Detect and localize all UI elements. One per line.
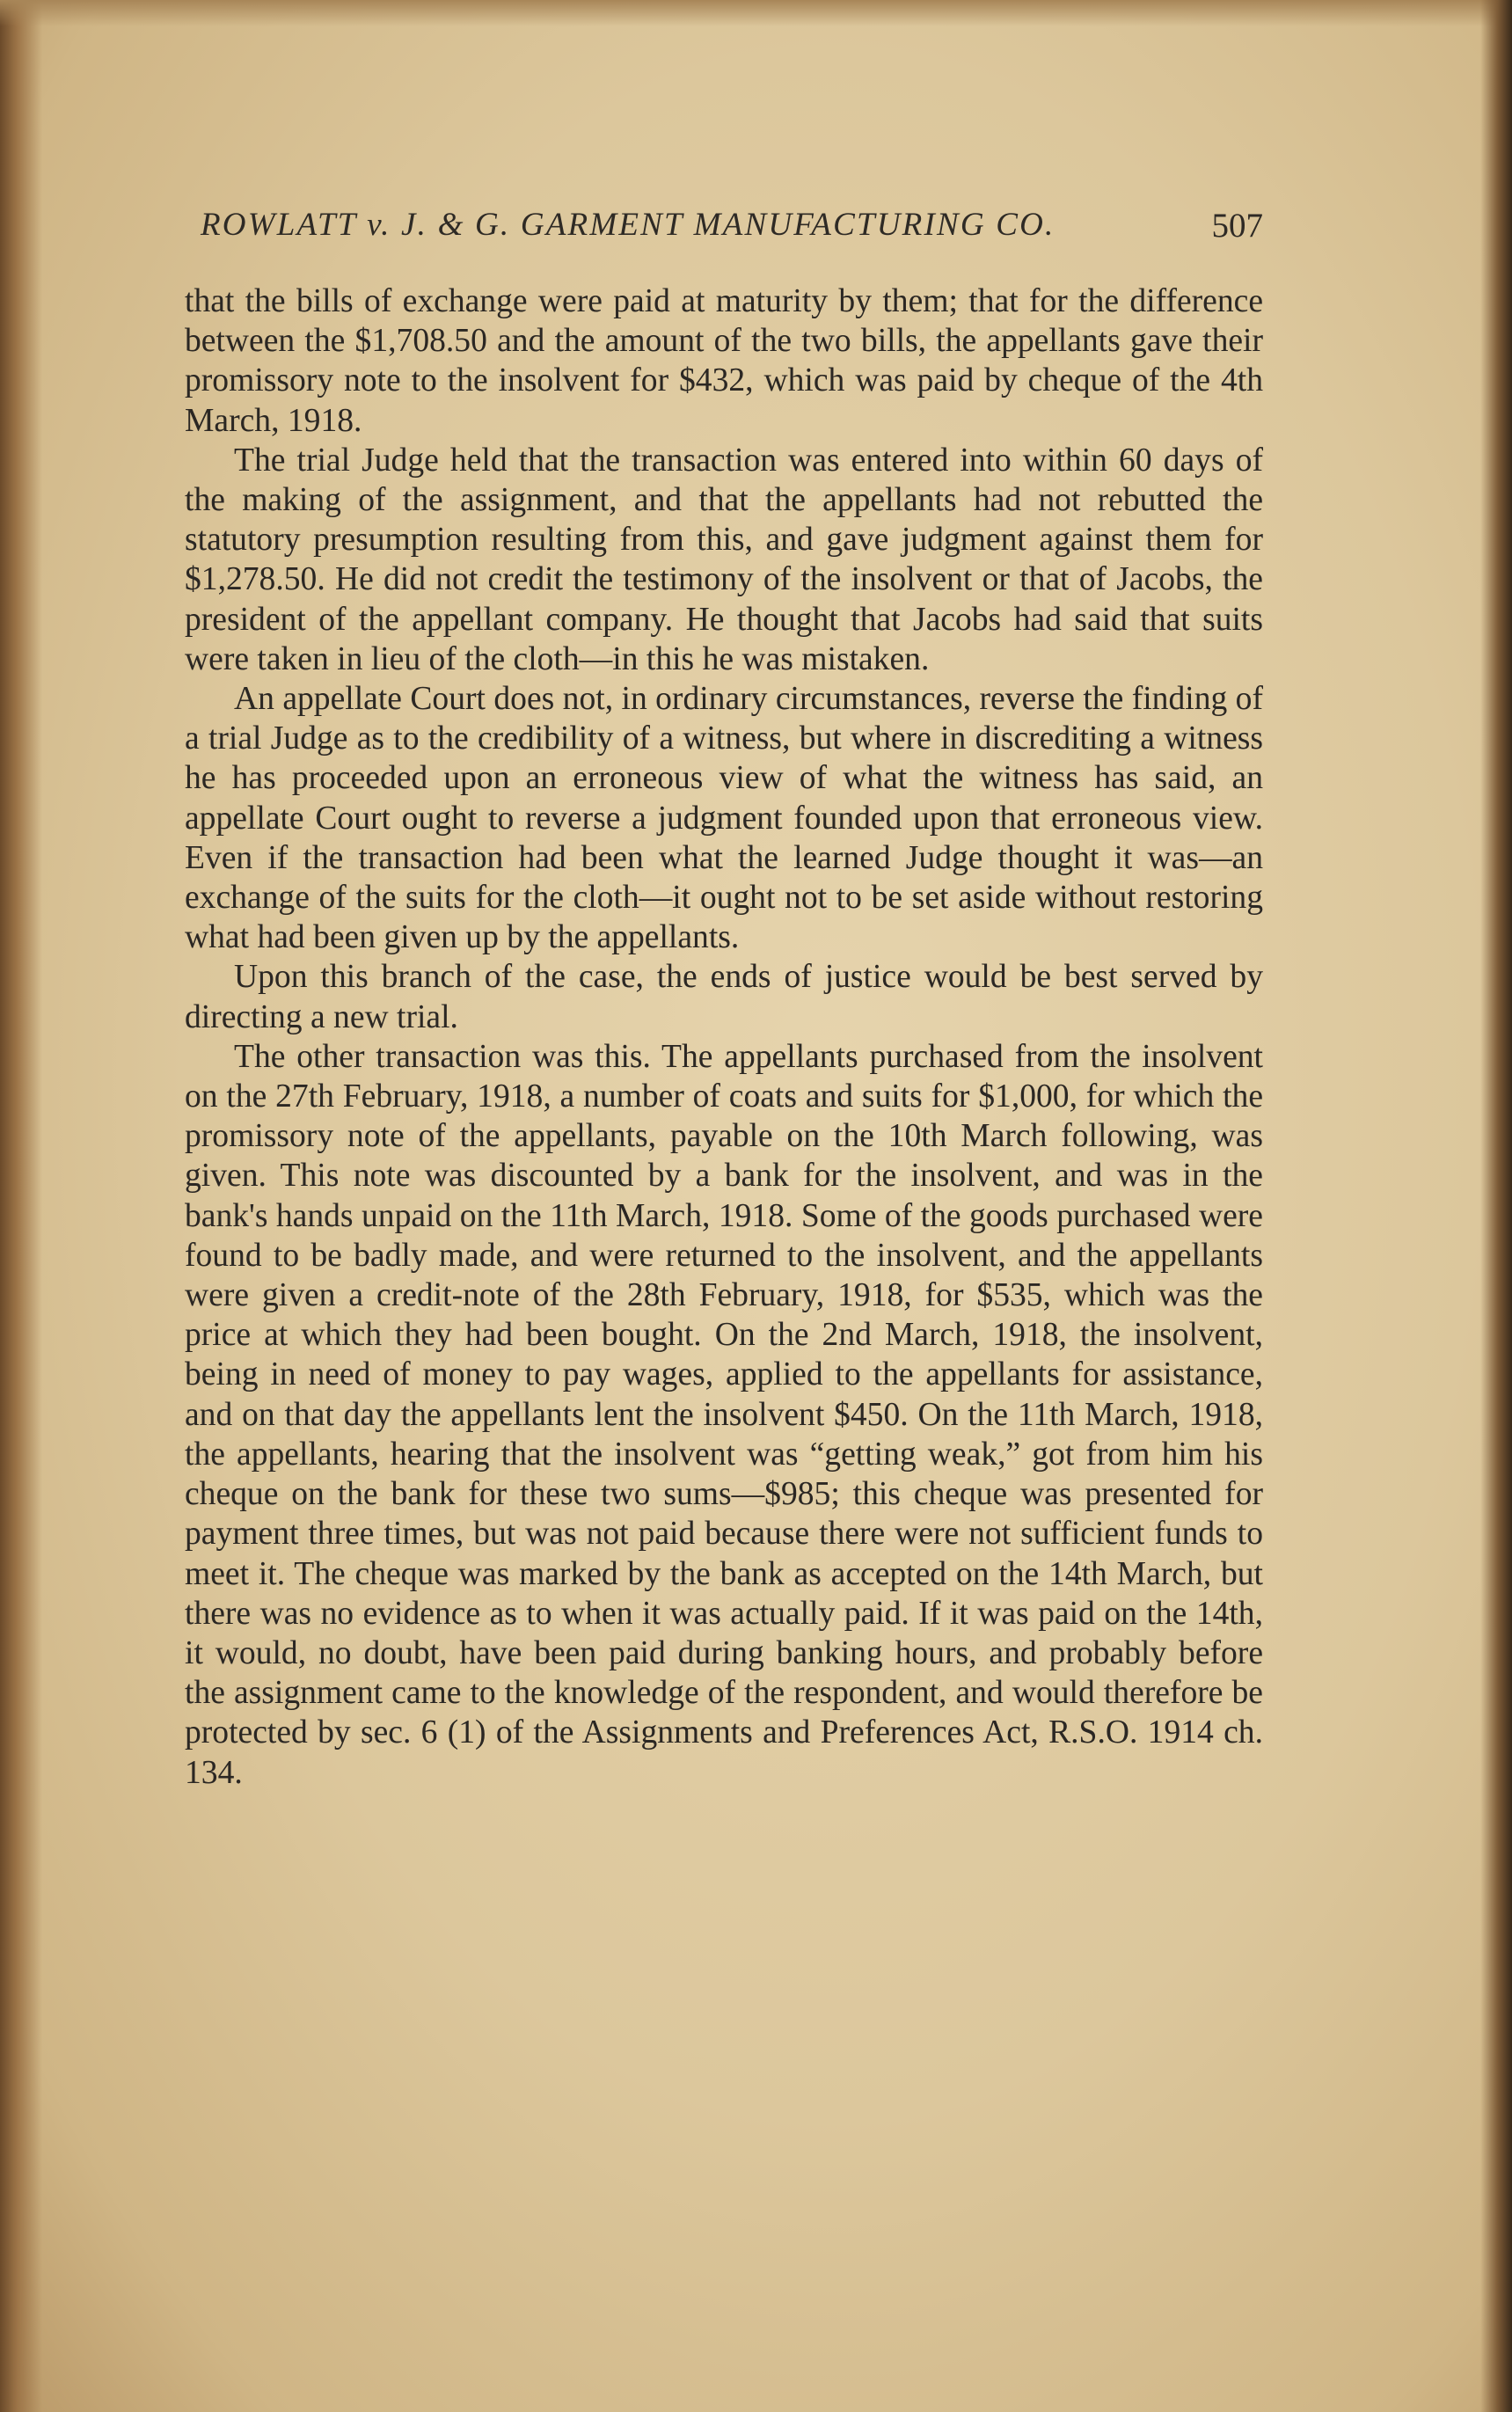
paragraph: The trial Judge held that the transaction was entered into within 60 days of the making of the assignment, and that the appellants had not rebutted the statutory presumption resulting from this, and gave judgment against them for $1,278.50. He did not credit the testimony of the insolvent or that of Jacobs, the president of the appellant company. He thought that Jacobs had said that suits were taken in lieu of the cloth—in this he was mistaken. bbox=[185, 442, 1263, 677]
body-text bbox=[185, 281, 1263, 1793]
running-title: ROWLATT v. J. & G. GARMENT MANUFACTURING CO. bbox=[201, 207, 1055, 243]
page-edge-shadow bbox=[1480, 0, 1512, 2412]
paragraph: An appellate Court does not, in ordinary circumstances, reverse the finding of a trial Judge as to the credibility of a witness, but where in discrediting a witness he has proceeded upon an erroneous view of what the witness has said, an appellate Court ought to reverse a judgment founded upon that erroneous view. Even if the transaction had been what the learned Judge thought it was—an exchange of the suits for the cloth—it ought not to be set aside without restoring what had been given up by the appellants. bbox=[185, 681, 1263, 956]
page-number: 507 bbox=[1211, 207, 1263, 245]
page-header bbox=[201, 201, 1263, 253]
top-edge-shadow bbox=[0, 0, 1512, 26]
spine-shadow bbox=[0, 0, 42, 2412]
paragraph-continuation: that the bills of exchange were paid at maturity by them; that for the difference between the $1,708.50 and the amount of the two bills, the appellants gave their promissory note to the insolvent for $432, which was paid by cheque of the 4th March, 1918. bbox=[185, 283, 1263, 439]
paragraph: The other transaction was this. The appellants purchased from the insolvent on the 27th February, 1918, a number of coats and suits for $1,000, for which the promissory note of the appellants, payable on the 10th March following, was given. This note was discounted by a bank for the insolvent, and was in the bank's hands unpaid on the 11th March, 1918. Some of the goods purchased were found to be badly made, and were returned to the insolvent, and the appellants were given a credit-note of the 28th February, 1918, for $535, which was the price at which they had been bought. On the 2nd March, 1918, the insolvent, being in need of money to pay wages, applied to the appellants for assistance, and on that day the appellants lent the insolvent $450. On the 11th March, 1918, the appellants, hearing that the insolvent was “getting weak,” got from him his cheque on the bank for these two sums—$985; this cheque was presented for payment three times, but was not paid because there were not sufficient funds to meet it. The cheque was marked by the bank as accepted on the 14th March, but there was no evidence as to when it was actually paid. If it was paid on the 14th, it would, no doubt, have been paid during banking hours, and probably before the assignment came to the knowledge of the respondent, and would therefore be protected by sec. 6 (1) of the Assignments and Preferences Act, R.S.O. 1914 ch. 134. bbox=[185, 1038, 1263, 1791]
paragraph: Upon this branch of the case, the ends of justice would be best served by directing a new trial. bbox=[185, 959, 1263, 1035]
